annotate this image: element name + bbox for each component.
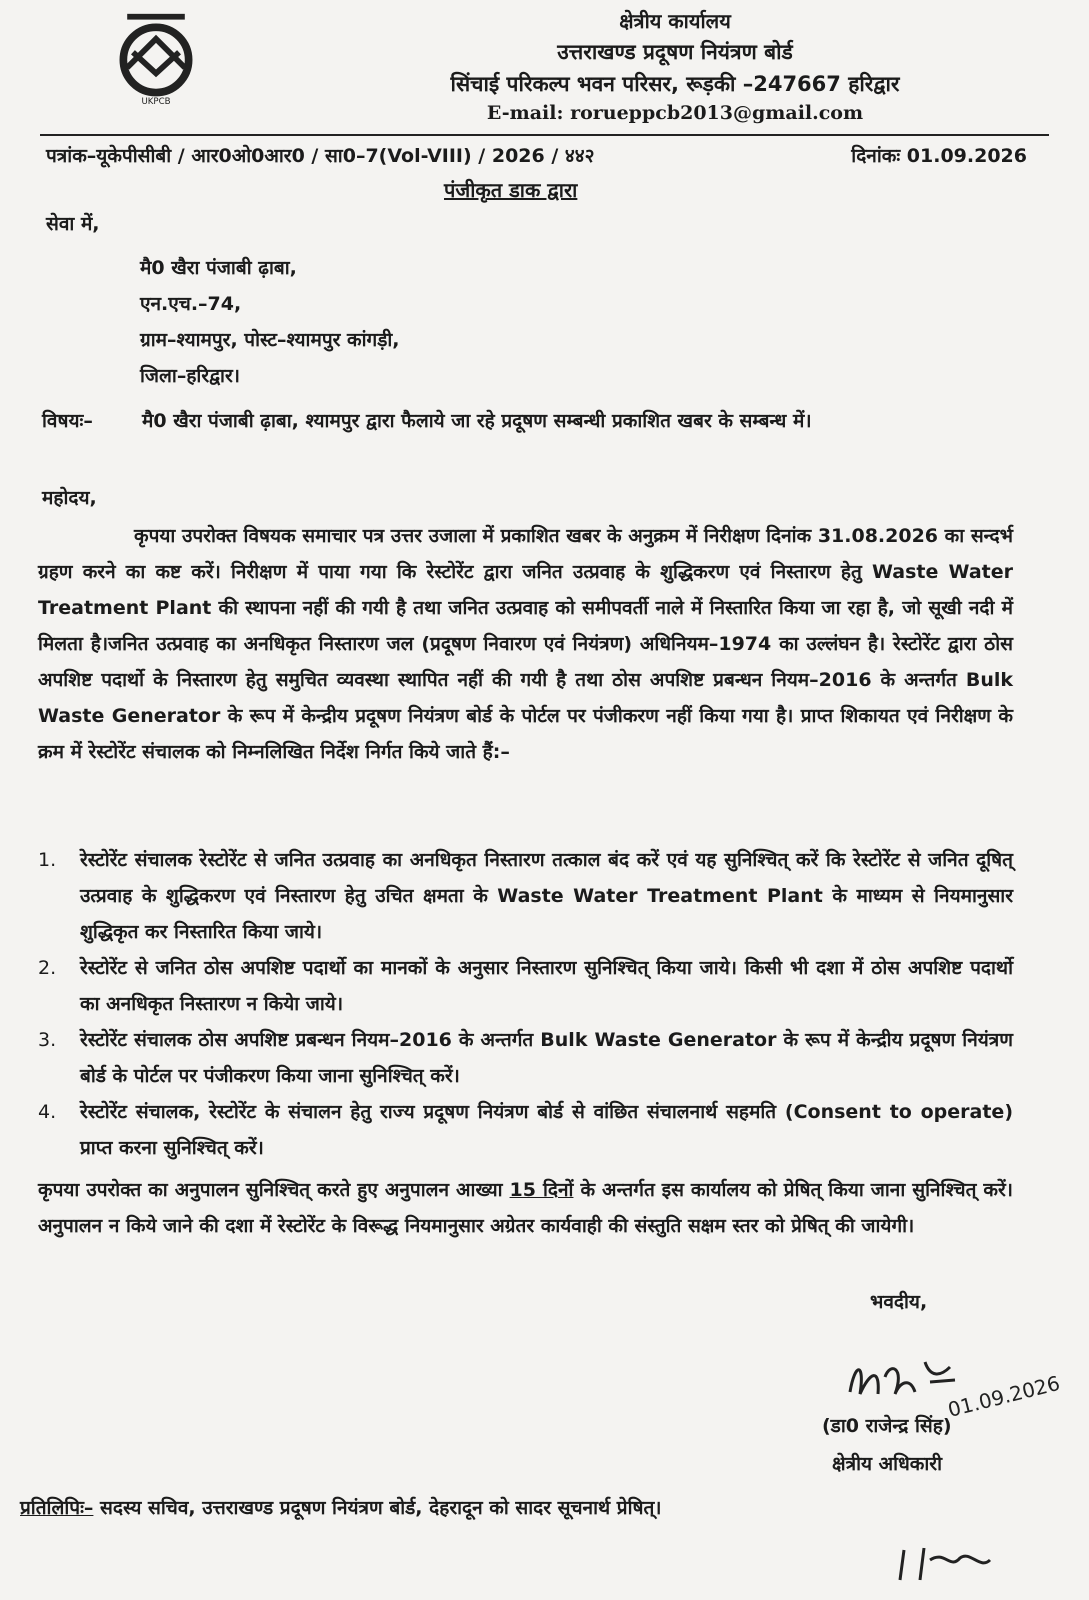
to-line: सेवा में, — [46, 213, 100, 235]
signature-date: 01.09.2026 — [945, 1370, 1063, 1422]
handwritten-initials — [890, 1530, 1010, 1590]
item-number: 3. — [38, 1029, 57, 1051]
letter-number: पत्रांक–यूकेपीसीबी / आर0ओ0आर0 / सा0–7(Vol-VIII) / 2026 / ४४२ — [46, 145, 595, 167]
item-number: 1. — [38, 849, 57, 871]
board-name: उत्तराखण्ड प्रदूषण नियंत्रण बोर्ड — [557, 40, 793, 64]
item-text: रेस्टोरेंट संचालक ठोस अपशिष्ट प्रबन्धन नियम–2016 के अन्तर्गत Bulk Waste Generator के रूप में केन्द्रीय प्रदूषण नियंत्रण बोर्ड के पोर्टल पर पंजीकरण किया जाना सुनिश्चित् करें। — [80, 1029, 1013, 1087]
address-line: ग्राम–श्यामपुर, पोस्ट–श्यामपुर कांगड़ी, — [140, 329, 400, 351]
recipient-address — [140, 250, 400, 394]
yours-faithfully: भवदीय, — [870, 1291, 928, 1313]
item-number: 2. — [38, 957, 57, 979]
signatory-name: (डा0 राजेन्द्र सिंह) — [822, 1415, 952, 1437]
closing-paragraph — [38, 1172, 1013, 1244]
header-divider — [40, 134, 1049, 136]
logo-text: UKPCB — [141, 97, 171, 106]
subject-text: मै0 खैरा पंजाबी ढ़ाबा, श्यामपुर द्वारा फैलाये जा रहे प्रदूषण सम्बन्धी प्रकाशित खबर के सम्बन्ध में। — [142, 410, 812, 432]
salutation: महोदय, — [42, 487, 97, 509]
letter-date: दिनांकः 01.09.2026 — [851, 145, 1027, 167]
list-item — [38, 842, 1013, 950]
subject-label: विषयः– — [42, 410, 93, 432]
copy-text: सदस्य सचिव, उत्तराखण्ड प्रदूषण नियंत्रण बोर्ड, देहरादून को सादर सूचनार्थ प्रेषित्। — [100, 1497, 662, 1519]
office-email: E-mail: roruеppcb2013@gmail.com — [486, 102, 864, 124]
list-item — [38, 1022, 1013, 1094]
list-item — [38, 950, 1013, 1022]
item-number: 4. — [38, 1101, 57, 1123]
signatory-designation: क्षेत्रीय अधिकारी — [832, 1453, 942, 1475]
item-text: रेस्टोरेंट संचालक, रेस्टोरेंट के संचालन हेतु राज्य प्रदूषण नियंत्रण बोर्ड से वांछित संचालनार्थ सहमति (Consent to operate) प्राप्त करना सुनिश्चित् करें। — [80, 1101, 1013, 1159]
office-address: सिंचाई परिकल्प भवन परिसर, रूड़की –247667 हरिद्वार — [450, 72, 900, 96]
letterhead — [380, 6, 970, 126]
closing-before: कृपया उपरोक्त का अनुपालन सुनिश्चित् करते हुए अनुपालन आख्या — [38, 1179, 503, 1201]
directions-list — [38, 842, 1013, 1166]
post-mode: पंजीकृत डाक द्वारा — [444, 178, 578, 202]
subject — [42, 405, 1017, 437]
compliance-deadline: 15 दिनों — [509, 1179, 574, 1201]
address-line: जिला–हरिद्वार। — [140, 365, 240, 387]
office-name: क्षेत्रीय कार्यालय — [619, 9, 731, 33]
copy-label: प्रतिलिपिः– — [20, 1497, 94, 1519]
address-line: मै0 खैरा पंजाबी ढ़ाबा, — [140, 257, 297, 279]
copy-to — [20, 1494, 662, 1520]
list-item — [38, 1094, 1013, 1166]
letter-body — [38, 518, 1013, 770]
item-text: रेस्टोरेंट से जनित ठोस अपशिष्ट पदार्थो का मानकों के अनुसार निस्तारण सुनिश्चित् किया जाये। किसी भी दशा में ठोस अपशिष्ट पदार्थो का अनधिकृत निस्तारण न कियेा जाये। — [80, 957, 1013, 1015]
item-text: रेस्टोरेंट संचालक रेस्टोरेंट से जनित उत्प्रवाह का अनधिकृत निस्तारण तत्काल बंद करें एवं यह सुनिश्चित् करें कि रेस्टोरेंट से जनित दूषित् उत्प्रवाह के शुद्धिकरण एवं निस्तारण हेतु उचित क्षमता के Waste Water Treatment Plant के माध्यम से नियमानुसार शुद्धिकृत कर निस्तारित किया जाये। — [80, 849, 1013, 943]
ukpcb-logo-icon — [108, 10, 204, 106]
closing-after: के अन्तर्गत इस कार्यालय को प्रेषित् किया जाना सुनिश्चित् करें। अनुपालन न किये जाने की दशा में रेस्टोरेंट के विरूद्ध नियमानुसार अग्रेतर कार्यवाही की संस्तुति सक्षम स्तर को प्रेषित् की जायेगी। — [38, 1179, 1013, 1237]
body-paragraph: कृपया उपरोक्त विषयक समाचार पत्र उत्तर उजाला में प्रकाशित खबर के अनुक्रम में निरीक्षण दिनांक 31.08.2026 का सन्दर्भ ग्रहण करने का कष्ट करें। निरीक्षण में पाया गया कि रेस्टोरेंट द्वारा जनित उत्प्रवाह के शुद्धिकरण एवं निस्तारण हेतु Waste Water Treatment Plant की स्थापना नहीं की गयी है तथा जनित उत्प्रवाह को समीपवर्ती नाले में निस्तारित किया जा रहा है, जो सूखी नदी में मिलता है।जनित उत्प्रवाह का अनधिकृत निस्तारण जल (प्रदूषण निवारण एवं नियंत्रण) अधिनियम–1974 का उल्लंघन है। रेस्टोरेंट द्वारा ठोस अपशिष्ट पदार्थो के निस्तारण हेतु समुचित व्यवस्था स्थापित नहीं की गयी है तथा ठोस अपशिष्ट प्रबन्धन नियम–2016 के अन्तर्गत Bulk Waste Generator के रूप में केन्द्रीय प्रदूषण नियंत्रण बोर्ड के पोर्टल पर पंजीकरण नहीं किया गया है। प्राप्त शिकायत एवं निरीक्षण के क्रम में रेस्टोरेंट संचालक को निम्नलिखित निर्देश निर्गत किये जाते हैं:– — [38, 525, 1013, 763]
address-line: एन.एच.–74, — [140, 293, 242, 315]
